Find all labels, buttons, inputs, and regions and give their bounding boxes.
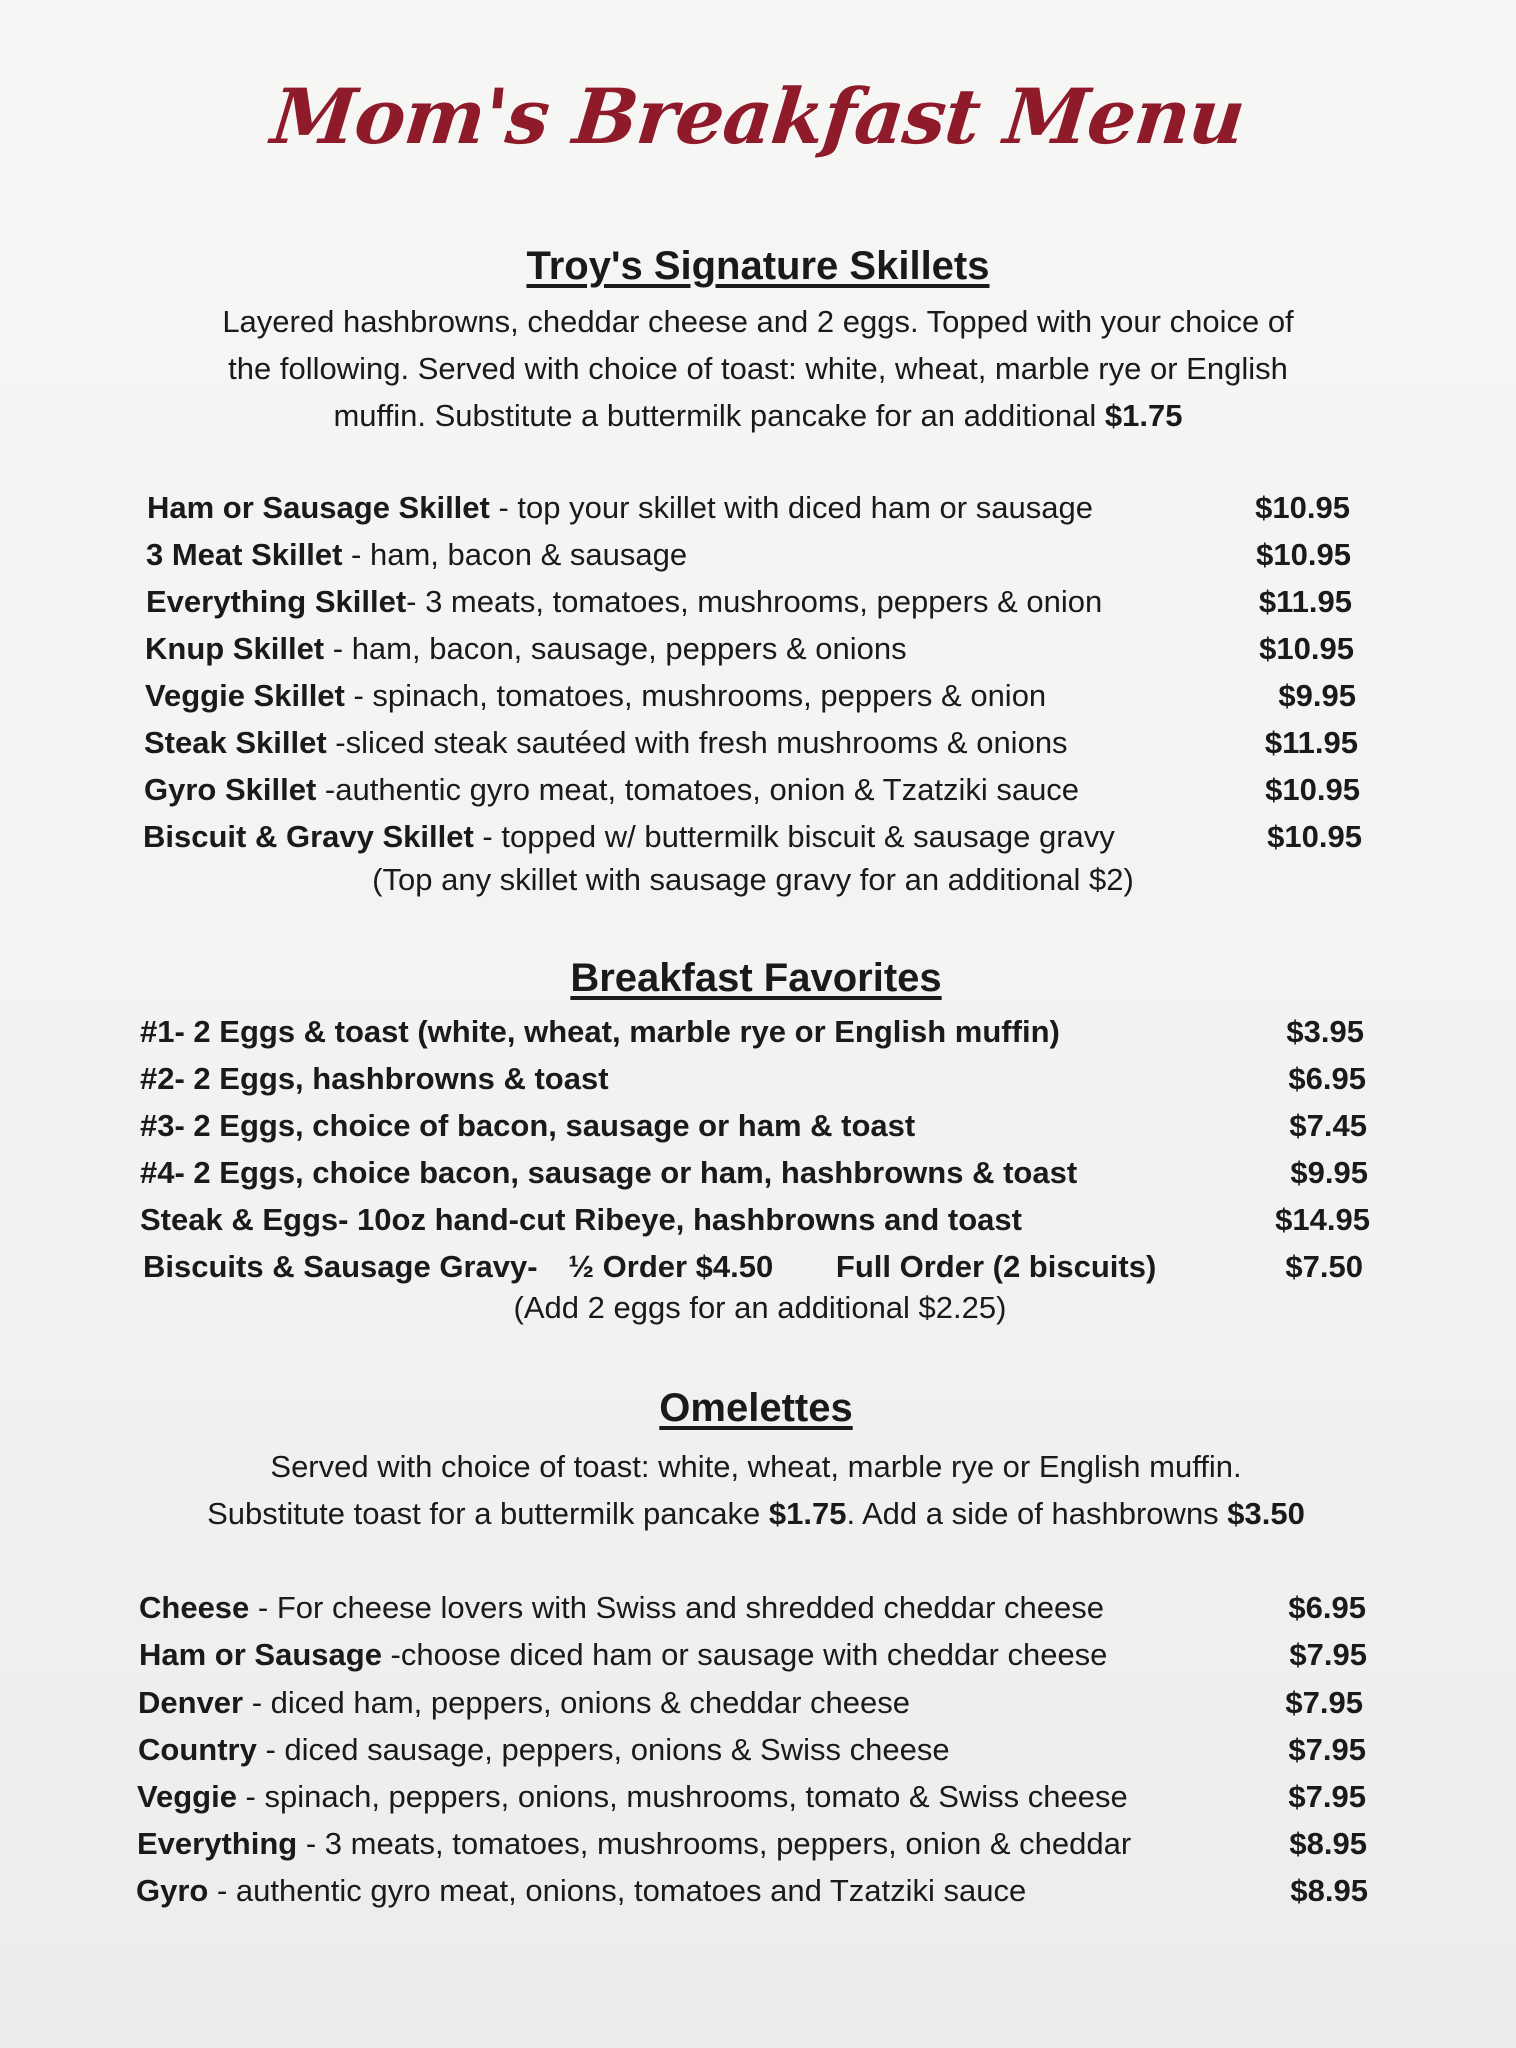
item-desc: -choose diced ham or sausage with cheddar cheese: [381, 1637, 1108, 1672]
item-price: $7.95: [1288, 1779, 1366, 1814]
item-desc: - For cheese lovers with Swiss and shredded cheddar cheese: [249, 1590, 1104, 1625]
item-desc: - spinach, tomatoes, mushrooms, peppers & onion: [344, 678, 1047, 713]
item-price: $9.95: [1290, 1155, 1368, 1190]
skillets-desc-line2: the following. Served with choice of toast: white, wheat, marble rye or English: [228, 351, 1288, 386]
item-name: Gyro Skillet: [144, 772, 317, 807]
pancake-sub-price: $1.75: [1104, 398, 1183, 433]
item-price: $8.95: [1290, 1873, 1368, 1908]
skillets-note: (Top any skillet with sausage gravy for an additional $2): [372, 862, 1134, 897]
item-price: $6.95: [1288, 1061, 1366, 1096]
item-price: $7.95: [1285, 1685, 1363, 1720]
item-name: Steak Skillet: [144, 725, 327, 760]
item-price: $8.95: [1289, 1826, 1367, 1861]
favorite-item: [140, 1197, 1022, 1243]
item-price: $7.45: [1289, 1108, 1367, 1143]
item-desc: -sliced steak sautéed with fresh mushrooms & onions: [326, 725, 1068, 760]
item-desc: - top your skillet with diced ham or sausage: [489, 490, 1093, 525]
item-name: 3 Meat Skillet: [146, 537, 343, 572]
omelette-item: [137, 1774, 1128, 1820]
favorite-item-biscuits: [143, 1244, 1156, 1290]
favorite-item: [140, 1150, 1077, 1196]
omelettes-heading: Omelettes: [659, 1386, 853, 1430]
omelettes-desc-line1: Served with choice of toast: white, wheat, marble rye or English muffin.: [270, 1449, 1242, 1484]
item-desc: - ham, bacon & sausage: [342, 537, 688, 572]
omelette-item: [138, 1680, 910, 1726]
skillet-item: [144, 767, 1079, 813]
item-desc: - 3 meats, tomatoes, mushrooms, peppers, onion & cheddar: [297, 1826, 1132, 1861]
item-name: Everything Skillet: [146, 584, 407, 619]
skillet-item: [144, 720, 1068, 766]
item-price: $10.95: [1255, 490, 1350, 525]
skillets-description: [0, 298, 1516, 439]
item-price: $3.95: [1286, 1014, 1364, 1049]
favorite-item: [140, 1009, 1060, 1055]
omelette-item: [138, 1727, 950, 1773]
skillets-desc-line3: [0, 392, 1516, 439]
item-price: $10.95: [1265, 772, 1360, 807]
item-price: $10.95: [1267, 819, 1362, 854]
item-name: Gyro: [136, 1873, 209, 1908]
item-name: #1- 2 Eggs & toast (white, wheat, marble rye or English muffin): [140, 1014, 1060, 1049]
omelette-item: [139, 1585, 1104, 1631]
omelette-item: [136, 1868, 1026, 1914]
item-name: Veggie Skillet: [145, 678, 345, 713]
skillet-item: [143, 814, 1115, 860]
item-desc: - diced ham, peppers, onions & cheddar cheese: [243, 1685, 911, 1720]
desc-text: Substitute toast for a buttermilk pancake: [207, 1496, 769, 1531]
item-name: #4- 2 Eggs, choice bacon, sausage or ham, hashbrowns & toast: [140, 1155, 1078, 1190]
item-price: $11.95: [1258, 584, 1352, 619]
item-price: $10.95: [1256, 537, 1351, 572]
item-desc: - ham, bacon, sausage, peppers & onions: [324, 631, 907, 666]
item-name: Knup Skillet: [145, 631, 325, 666]
full-order: Full Order (2 biscuits): [835, 1249, 1157, 1284]
skillet-item: [146, 579, 1102, 625]
item-price: $10.95: [1259, 631, 1354, 666]
skillet-item: [146, 532, 687, 578]
item-desc: - 3 meats, tomatoes, mushrooms, peppers & onion: [406, 584, 1103, 619]
item-price: $7.50: [1285, 1249, 1363, 1284]
item-price: $6.95: [1288, 1590, 1366, 1625]
item-price: $9.95: [1278, 678, 1356, 713]
menu-title: Mom's Breakfast Menu: [267, 72, 1249, 161]
hashbrowns-price: $3.50: [1227, 1496, 1305, 1531]
item-price: $7.95: [1288, 1732, 1366, 1767]
item-price: $11.95: [1264, 725, 1358, 760]
item-price: $14.95: [1275, 1202, 1370, 1237]
item-name: #2- 2 Eggs, hashbrowns & toast: [140, 1061, 609, 1096]
skillets-desc-line1: Layered hashbrowns, cheddar cheese and 2 eggs. Topped with your choice of: [222, 304, 1294, 339]
item-desc: - topped w/ buttermilk biscuit & sausage gravy: [473, 819, 1115, 854]
omelettes-desc-line2: [0, 1490, 1514, 1537]
favorite-item: [140, 1056, 609, 1102]
item-price: $7.95: [1289, 1637, 1367, 1672]
item-name: Steak & Eggs- 10oz hand-cut Ribeye, hashbrowns and toast: [140, 1202, 1022, 1237]
omelettes-description: [0, 1443, 1514, 1537]
omelette-item: [139, 1632, 1107, 1678]
favorites-heading: Breakfast Favorites: [570, 956, 942, 1000]
item-name: Country: [138, 1732, 257, 1767]
skillets-desc-line3-text: muffin. Substitute a buttermilk pancake for an additional: [333, 398, 1105, 433]
desc-text: . Add a side of hashbrowns: [846, 1496, 1228, 1531]
item-name: Biscuit & Gravy Skillet: [143, 819, 474, 854]
item-desc: - authentic gyro meat, onions, tomatoes and Tzatziki sauce: [208, 1873, 1027, 1908]
favorites-note: (Add 2 eggs for an additional $2.25): [513, 1290, 1007, 1325]
item-desc: - diced sausage, peppers, onions & Swiss cheese: [256, 1732, 950, 1767]
item-name: Biscuits & Sausage Gravy-: [143, 1249, 538, 1284]
item-name: Ham or Sausage Skillet: [147, 490, 490, 525]
omelette-item: [137, 1821, 1131, 1867]
item-name: Everything: [137, 1826, 298, 1861]
item-name: #3- 2 Eggs, choice of bacon, sausage or ham & toast: [140, 1108, 916, 1143]
item-name: Veggie: [137, 1779, 237, 1814]
skillet-item: [147, 485, 1093, 531]
item-desc: - spinach, peppers, onions, mushrooms, tomato & Swiss cheese: [236, 1779, 1128, 1814]
item-desc: -authentic gyro meat, tomatoes, onion & Tzatziki sauce: [316, 772, 1080, 807]
item-name: Ham or Sausage: [139, 1637, 382, 1672]
pancake-price: $1.75: [768, 1496, 847, 1531]
half-order: ½ Order $4.50: [568, 1249, 774, 1284]
skillet-item: [145, 673, 1046, 719]
item-name: Cheese: [139, 1590, 250, 1625]
skillets-heading: Troy's Signature Skillets: [526, 244, 990, 288]
skillet-item: [145, 626, 907, 672]
favorite-item: [140, 1103, 915, 1149]
item-name: Denver: [138, 1685, 244, 1720]
